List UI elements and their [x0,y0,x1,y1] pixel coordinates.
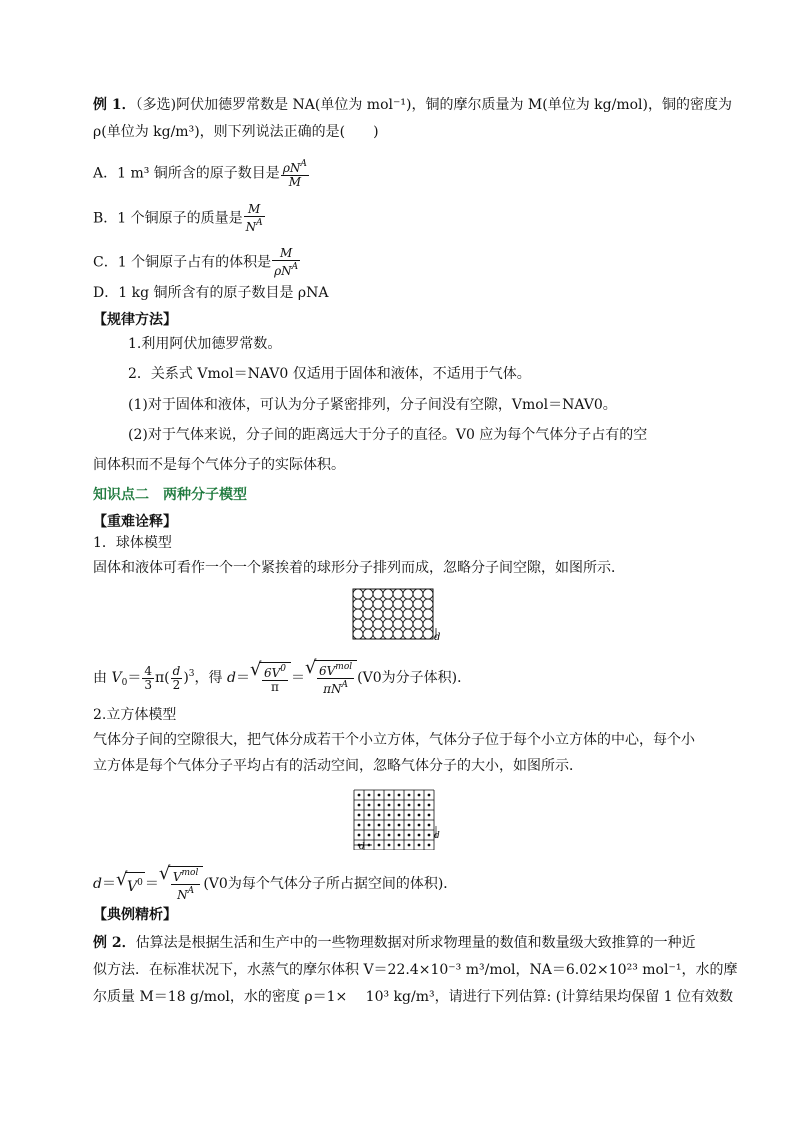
gas-molecule-dot [408,844,411,847]
ex1-label: 例 1． [93,97,136,113]
sphere-molecule [373,619,383,629]
sphere-molecule [393,589,403,599]
gas-molecule-dot [388,844,391,847]
gas-molecule-dot [428,824,431,827]
sphere-molecule [413,619,423,629]
gas-molecule-dot [358,834,361,837]
gas-molecule-dot [378,844,381,847]
sphere-d-label: d [434,632,441,642]
gas-molecule-dot [388,824,391,827]
gas-molecule-dot [378,794,381,797]
sphere-molecule [413,589,423,599]
sphere-molecule [393,609,403,619]
sphere-molecule [363,599,373,609]
sphere-molecule [393,619,403,629]
option-a-fraction: $\frac{\rho N^A}{M}$ [282,159,307,189]
ex1-line1 [93,95,732,115]
gas-molecule-dot [418,804,421,807]
cube-formula: d＝ √ $V^0$ ＝ √ $\frac{V^{mol}}{N^A}$ (V0为每个气体分子所占据空间的体积)． [93,863,458,902]
gas-molecule-dot [408,834,411,837]
sphere-molecule [363,589,373,599]
ex2-line1 [93,933,696,953]
sphere-molecule [423,599,433,609]
gas-molecule-dot [368,794,371,797]
gas-molecule-dot [368,814,371,817]
sphere-molecule [393,629,403,639]
cube-d-label-right: d [434,831,440,841]
method-p5: 间体积而不是每个气体分子的实际体积。 [93,457,345,473]
gas-molecule-dot [418,844,421,847]
gas-molecule-dot [388,814,391,817]
option-b-fraction: $\frac{M}{N^A}$ [245,202,263,234]
gas-molecule-dot [378,824,381,827]
gas-molecule-dot [428,834,431,837]
sphere-molecule [383,599,393,609]
option-c-fraction: $\frac{M}{\rho N^A}$ [274,246,299,278]
cube-d-label-bottom: d [359,842,365,850]
gas-molecule-dot [398,804,401,807]
gas-molecule-dot [378,814,381,817]
ex2-line3: 尔质量 M＝18 g/mol，水的密度 ρ＝1× 10³ kg/m³，请进行下列估算: (计算结果均保留 1 位有效数 [93,989,734,1005]
sphere-text: 固体和液体可看作一个一个紧挨着的球形分子排列而成，忽略分子间空隙，如图所示． [93,560,625,576]
gas-molecule-dot [358,794,361,797]
method-title: 【规律方法】 [93,312,177,328]
gas-molecule-dot [358,804,361,807]
option-b-text: B．1 个铜原子的质量是 [93,210,243,227]
sphere-model-figure [352,588,442,642]
sphere-molecule [403,629,413,639]
sphere-formula: 由 $V_0=$ $\frac{4}{3}$ π( $\frac{d}{2}$ )$^3$，得 d＝ √ $\frac{6V^0}{\pi}$ ＝ √ $\frac{6V^{mol}}{\pi N^A}$ (V0为分子体积)． [93,657,472,696]
method-p4: (2)对于气体来说，分子间的距离远大于分子的直径。V0 应为每个气体分子占有的空 [128,427,648,443]
sphere-molecule [403,619,413,629]
gas-molecule-dot [418,814,421,817]
gas-molecule-dot [428,794,431,797]
sphere-molecule [423,619,433,629]
option-c-text: C．1 个铜原子占有的体积是 [93,254,272,271]
ex1-stem-1: （多选)阿伏加德罗常数是 NA(单位为 mol⁻¹)，铜的摩尔质量为 M(单位为 kg/mol)，铜的密度为 [135,97,732,113]
gas-molecule-dot [408,814,411,817]
gas-molecule-dot [388,794,391,797]
sphere-molecule [353,589,363,599]
sphere-molecule [393,599,403,609]
sphere-molecule [363,609,373,619]
cube-text-2: 立方体是每个气体分子平均占有的活动空间，忽略气体分子的大小，如图所示． [93,758,583,774]
kp2-title: 知识点二 两种分子模型 [93,487,247,503]
gas-molecule-dot [408,824,411,827]
ex1-line2: ρ(单位为 kg/m³)，则下列说法正确的是( ) [93,124,379,140]
gas-molecule-dot [358,824,361,827]
gas-molecule-dot [428,804,431,807]
sphere-heading: 1．球体模型 [93,535,172,551]
gas-molecule-dot [368,824,371,827]
sphere-molecule [353,609,363,619]
sphere-molecule [383,629,393,639]
ex1-option-b [93,203,266,234]
gas-molecule-dot [408,794,411,797]
ex2-line2: 似方法．在标准状况下，水蒸气的摩尔体积 V＝22.4×10⁻³ m³/mol，NA＝6.02×10²³ mol⁻¹，水的摩 [93,962,738,978]
gas-molecule-dot [398,824,401,827]
gas-molecule-dot [428,844,431,847]
cube-text-1: 气体分子间的空隙很大，把气体分成若干个小立方体，气体分子位于每个小立方体的中心，每个小 [93,732,695,748]
sphere-molecule [373,609,383,619]
gas-molecule-dot [368,834,371,837]
gas-molecule-dot [418,794,421,797]
gas-molecule-dot [378,834,381,837]
sphere-molecule [403,599,413,609]
sphere-molecule [373,599,383,609]
gas-molecule-dot [368,804,371,807]
ex2-label: 例 2． [93,935,136,951]
sphere-molecule [363,619,373,629]
gas-molecule-dot [398,834,401,837]
gas-molecule-dot [388,834,391,837]
gas-molecule-dot [398,814,401,817]
ex2-text-1: 估算法是根据生活和生产中的一些物理数据对所求物理量的数值和数量级大致推算的一种近 [135,935,696,951]
sphere-molecule [423,589,433,599]
gas-molecule-dot [418,824,421,827]
ex1-option-d: D．1 kg 铜所含有的原子数目是 ρNA [93,285,329,301]
sphere-molecule [353,629,363,639]
cube-formula-tail: (V0为每个气体分子所占据空间的体积)． [203,876,458,892]
explain-title: 【重难诠释】 [93,514,177,530]
sphere-molecule [383,589,393,599]
example-title: 【典例精析】 [93,907,177,923]
cube-model-figure [352,788,444,850]
sphere-molecule [363,629,373,639]
gas-molecule-dot [388,804,391,807]
gas-molecule-dot [358,814,361,817]
ex1-option-c [93,247,301,278]
sphere-molecule [413,599,423,609]
sphere-molecule [373,589,383,599]
ex1-option-a [93,158,310,189]
option-a-text: A．1 m³ 铜所含的原子数目是 [93,165,280,182]
sphere-molecule [353,619,363,629]
method-p3: (1)对于固体和液体，可认为分子紧密排列，分子间没有空隙，Vmol＝NAV0。 [128,397,617,413]
sphere-molecule [413,609,423,619]
sphere-formula-tail: (V0为分子体积)． [357,670,472,686]
sphere-molecule [383,609,393,619]
sphere-molecule [423,609,433,619]
sphere-molecule [413,629,423,639]
gas-molecule-dot [398,844,401,847]
gas-molecule-dot [428,814,431,817]
gas-molecule-dot [398,794,401,797]
sphere-molecule [403,589,413,599]
sphere-molecule [383,619,393,629]
gas-molecule-dot [418,834,421,837]
cube-heading: 2.立方体模型 [93,707,177,723]
sphere-molecule [403,609,413,619]
method-p1: 1.利用阿伏加德罗常数。 [128,336,282,352]
gas-molecule-dot [378,804,381,807]
gas-molecule-dot [408,804,411,807]
sphere-molecule [353,599,363,609]
sphere-molecule [423,629,433,639]
sphere-molecule [373,629,383,639]
method-p2: 2．关系式 Vmol＝NAV0 仅适用于固体和液体，不适用于气体。 [128,366,531,382]
